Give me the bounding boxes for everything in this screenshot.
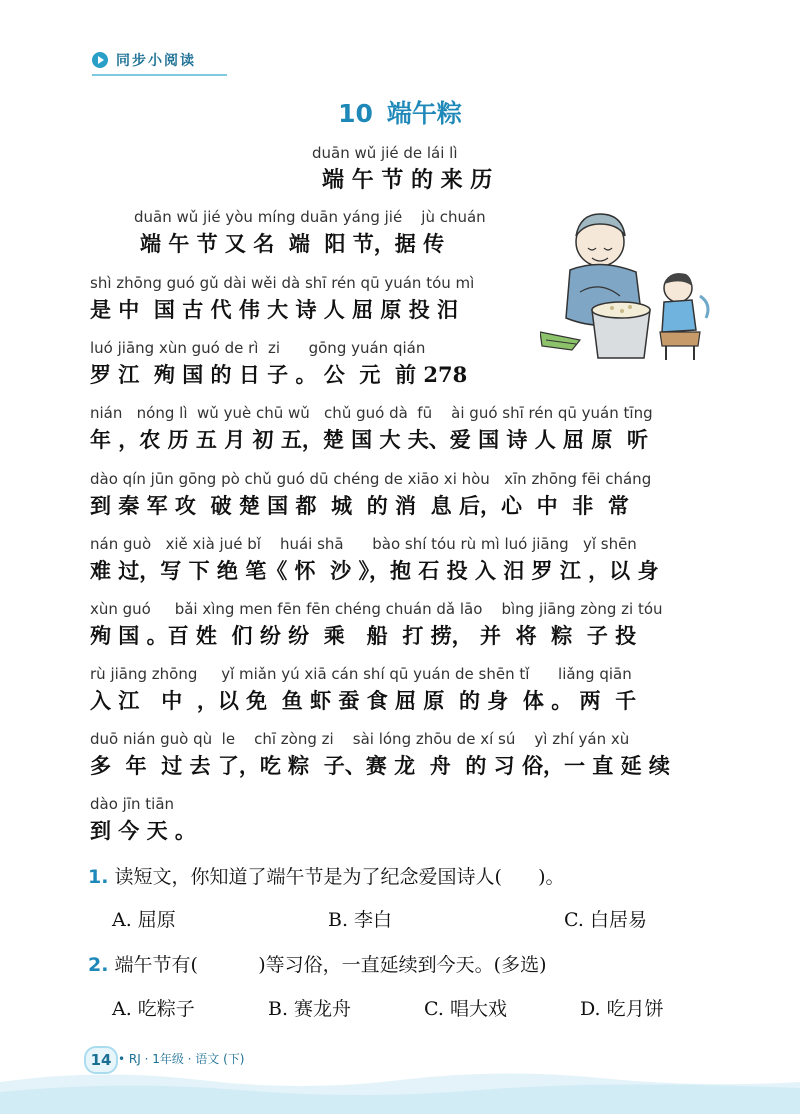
option-b[interactable]: B. 赛龙舟 <box>268 998 352 1020</box>
question-2 <box>88 950 547 977</box>
option-a[interactable]: A. 屈原 <box>112 909 176 931</box>
question-text: 读短文，你知道了端午节是为了纪念爱国诗人( )。 <box>114 866 565 888</box>
question-1 <box>88 862 565 889</box>
text-line: 入 江 中 ，以 免 鱼 虾 蚕 食 屈 原 的 身 体 。 两 千 <box>90 688 637 713</box>
text-line: 年 ，农 历 五 月 初 五，楚 国 大 夫、爱 国 诗 人 屈 原 听 <box>90 427 648 452</box>
pinyin-line: nián nóng lì wǔ yuè chū wǔ chǔ guó dà fū ài guó shī rén qū yuán tīng <box>90 404 653 422</box>
option-b[interactable]: B. 李白 <box>328 909 393 931</box>
grandma-zongzi-illustration <box>540 200 720 370</box>
text-line: 到 秦 军 攻 破 楚 国 都 城 的 消 息 后，心 中 非 常 <box>90 493 629 518</box>
subtitle-pinyin: duān wǔ jié de lái lì <box>312 144 458 162</box>
option-d[interactable]: D. 吃月饼 <box>580 998 664 1020</box>
text-line: 难 过，写 下 绝 笔《 怀 沙 》，抱 石 投 入 汨 罗 江 ，以 身 <box>90 558 659 583</box>
pinyin-line: dào qín jūn gōng pò chǔ guó dū chéng de xiāo xi hòu xīn zhōng fēi cháng <box>90 470 652 488</box>
question-number: 2. <box>88 954 109 976</box>
play-icon <box>92 52 108 68</box>
option-c[interactable]: C. 唱大戏 <box>424 998 507 1020</box>
text-line: 多 年 过 去 了，吃 粽 子、赛 龙 舟 的 习 俗，一 直 延 续 <box>90 753 670 778</box>
text-line: 罗 江 殉 国 的 日 子 。 公 元 前 278 <box>90 362 468 387</box>
pinyin-line: duān wǔ jié yòu míng duān yáng jié jù chuán <box>134 208 486 226</box>
option-a[interactable]: A. 吃粽子 <box>112 998 195 1020</box>
lesson-name: 端午粽 <box>386 99 462 128</box>
text-line: 殉 国 。百 姓 们 纷 纷 乘 船 打 捞， 并 将 粽 子 投 <box>90 623 637 648</box>
pinyin-line: duō nián guò qù le chī zòng zi sài lóng zhōu de xí sú yì zhí yán xù <box>90 730 630 748</box>
text-line: 到 今 天 。 <box>90 818 196 843</box>
pinyin-line: luó jiāng xùn guó de rì zi gōng yuán qián <box>90 339 426 357</box>
subtitle-text: 端 午 节 的 来 历 <box>322 167 493 193</box>
lesson-number: 10 <box>338 99 373 128</box>
pinyin-line: nán guò xiě xià jué bǐ huái shā bào shí tóu rù mì luó jiāng yǐ shēn <box>90 535 637 553</box>
pinyin-line: xùn guó bǎi xìng men fēn fēn chéng chuán dǎ lāo bìng jiāng zòng zi tóu <box>90 600 663 618</box>
page-number: 14 <box>84 1046 118 1074</box>
lesson-title <box>0 94 800 130</box>
option-c[interactable]: C. 白居易 <box>564 909 647 931</box>
question-text: 端午节有( )等习俗，一直延续到今天。(多选) <box>114 954 547 976</box>
section-label: 同步小阅读 <box>116 53 196 69</box>
pinyin-line: dào jīn tiān <box>90 795 175 813</box>
pinyin-line: rù jiāng zhōng yǐ miǎn yú xiā cán shí qū yuán de shēn tǐ liǎng qiān <box>90 665 632 683</box>
footer-wave <box>0 1068 800 1114</box>
text-line: 端 午 节 又 名 端 阳 节，据 传 <box>140 231 445 256</box>
text-line: 是 中 国 古 代 伟 大 诗 人 屈 原 投 汨 <box>90 297 459 322</box>
question-number: 1. <box>88 866 109 888</box>
header-underline <box>92 74 227 76</box>
book-info: • RJ · 1年级 · 语文 (下) <box>118 1052 245 1066</box>
pinyin-line: shì zhōng guó gǔ dài wěi dà shī rén qū yuán tóu mì <box>90 274 475 292</box>
